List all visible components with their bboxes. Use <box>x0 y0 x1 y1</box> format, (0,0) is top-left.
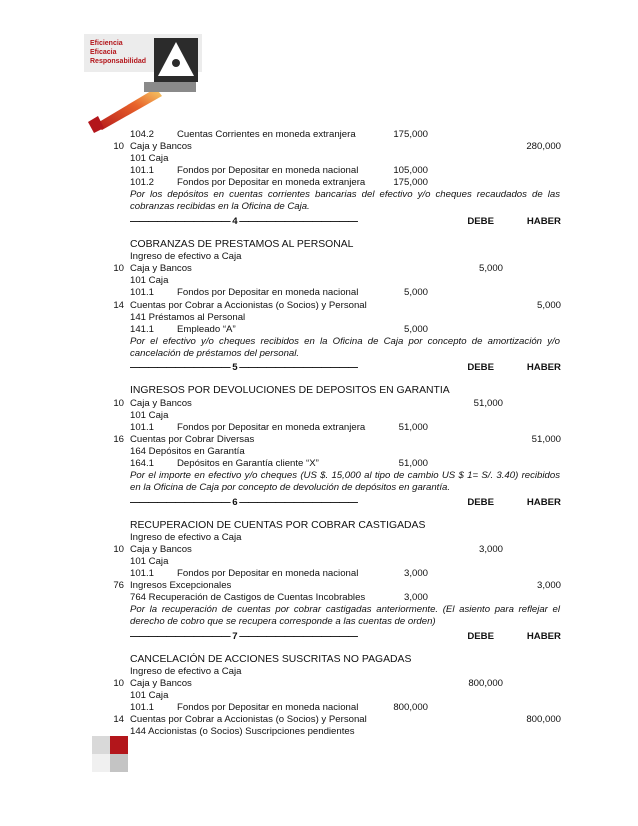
company-logo <box>84 30 204 140</box>
haber-header: HABER <box>526 362 561 374</box>
account-desc: Fondos por Depositar en moneda nacional <box>177 165 359 177</box>
entry-note: Por el importe en efectivo y/o cheques (US $. 15,000 al tipo de cambio US $ 1= S/. 3.40) recibidos en la Oficina de Caja por concepto de devolución de depósitos en garantía. <box>130 470 560 493</box>
journal-line <box>100 275 570 287</box>
journal-line <box>100 287 570 299</box>
haber-amount: 800,000 <box>526 714 561 726</box>
sub-account: 101 Caja <box>130 555 169 567</box>
journal-line <box>100 568 570 580</box>
account-desc: Fondos por Depositar en moneda nacional <box>177 287 359 299</box>
account-name: Caja y Bancos <box>130 263 192 275</box>
sub-account: 101 Caja <box>130 690 169 702</box>
entry-title: INGRESOS POR DEVOLUCIONES DE DEPOSITOS EN GARANTIA <box>130 385 450 397</box>
account-code: 101.2 <box>130 177 155 189</box>
account-name: Ingresos Excepcionales <box>130 580 232 592</box>
debe-header: DEBE <box>467 216 494 228</box>
separator-rule: ——————————— 4 ————————————— <box>130 216 358 228</box>
entry-subtitle: Ingreso de efectivo a Caja <box>130 251 242 263</box>
entry-note: Por los depósitos en cuentas corrientes bancarias del efectivo y/o cheques recaudados de las cobranzas recibidas en la Oficina de Caja. <box>130 189 560 213</box>
debe-header: DEBE <box>467 630 494 642</box>
footer-square-light <box>92 754 110 772</box>
journal-line <box>100 300 570 312</box>
account-desc: Fondos por Depositar en moneda nacional <box>177 702 359 714</box>
entry-separator <box>100 497 570 512</box>
separator-rule: ——————————— 5 ————————————— <box>130 362 358 374</box>
sub-account: 101 Caja <box>130 153 169 165</box>
entry-title: RECUPERACION DE CUENTAS POR COBRAR CASTIGADAS <box>130 519 426 531</box>
journal-line <box>100 458 570 470</box>
journal-line <box>100 532 570 544</box>
haber-amount: 3,000 <box>536 580 561 592</box>
account-desc: Fondos por Depositar en moneda nacional <box>177 568 359 580</box>
journal-line <box>100 520 570 532</box>
journal-line <box>100 654 570 666</box>
account-name: Cuentas por Cobrar a Accionistas (o Socios) y Personal <box>130 299 367 311</box>
debe-amount: 800,000 <box>468 678 503 690</box>
account-code: 101.1 <box>130 287 155 299</box>
journal-line <box>100 324 570 336</box>
journal-line <box>100 678 570 690</box>
entry-separator <box>100 362 570 377</box>
journal-line <box>100 422 570 434</box>
account-number: 16 <box>113 433 124 445</box>
footer-square-red <box>110 736 128 754</box>
account-number: 14 <box>113 299 124 311</box>
account-number: 10 <box>113 263 124 275</box>
account-number: 76 <box>113 580 124 592</box>
sub-amount: 175,000 <box>393 129 428 140</box>
entry-title: COBRANZAS DE PRESTAMOS AL PERSONAL <box>130 239 354 251</box>
journal-line <box>100 263 570 275</box>
journal-line <box>100 666 570 678</box>
sub-account: 101 Caja <box>130 275 169 287</box>
account-number: 10 <box>113 678 124 690</box>
account-desc: Depósitos en Garantía cliente “X” <box>177 457 319 469</box>
debe-amount: 51,000 <box>473 397 503 409</box>
journal-line <box>100 398 570 410</box>
logo-text-line-3: Responsabilidad <box>90 58 147 65</box>
sub-amount: 175,000 <box>393 177 428 189</box>
sub-amount: 5,000 <box>403 323 428 335</box>
journal-line <box>100 544 570 556</box>
journal-line <box>100 385 570 397</box>
account-number: 14 <box>113 714 124 726</box>
account-desc: Fondos por Depositar en moneda extranjera <box>177 177 366 189</box>
sub-amount: 51,000 <box>398 421 428 433</box>
account-number: 10 <box>113 543 124 555</box>
journal-line <box>100 153 570 165</box>
debe-header: DEBE <box>467 496 494 508</box>
separator-rule: ——————————— 7 ————————————— <box>130 630 358 642</box>
account-desc: Fondos por Depositar en moneda extranjera <box>177 421 366 433</box>
haber-amount: 280,000 <box>526 141 561 153</box>
logo-text-line-2: Eficacia <box>90 49 117 56</box>
separator-rule: ——————————— 6 ————————————— <box>130 496 358 508</box>
haber-header: HABER <box>526 216 561 228</box>
account-code: 101.1 <box>130 568 155 580</box>
account-code: 101.1 <box>130 421 155 433</box>
sub-account: 144 Accionistas (o Socios) Suscripciones pendientes <box>130 726 355 738</box>
account-name: Caja y Bancos <box>130 397 192 409</box>
sub-amount: 105,000 <box>393 165 428 177</box>
journal-document <box>100 129 570 739</box>
journal-line <box>100 129 570 141</box>
entry-note: Por la recuperación de cuentas por cobrar castigadas anteriormente. (El asiento para reflejar el derecho de cobro que se recupera corresponde a las cuentas de orden) <box>130 604 560 628</box>
debe-amount: 5,000 <box>478 263 503 275</box>
journal-line <box>100 690 570 702</box>
journal-line <box>100 177 570 189</box>
journal-line <box>100 251 570 263</box>
entry-separator <box>100 216 570 231</box>
haber-amount: 51,000 <box>531 433 561 445</box>
journal-line <box>100 239 570 251</box>
sub-amount: 800,000 <box>393 702 428 714</box>
footer-square-gray-2 <box>110 754 128 772</box>
account-code: 101.1 <box>130 702 155 714</box>
account-desc: Cuentas Corrientes en moneda extranjera <box>177 129 356 140</box>
sub-account: 101 Caja <box>130 409 169 421</box>
journal-line <box>100 446 570 458</box>
haber-header: HABER <box>526 496 561 508</box>
account-code: 101.1 <box>130 165 155 177</box>
sub-amount: 5,000 <box>403 287 428 299</box>
account-code: 164.1 <box>130 457 155 469</box>
journal-line <box>100 726 570 738</box>
journal-line <box>100 141 570 153</box>
debe-amount: 3,000 <box>478 543 503 555</box>
haber-amount: 5,000 <box>536 299 561 311</box>
account-code: 104.2 <box>130 129 155 140</box>
account-code: 141.1 <box>130 323 155 335</box>
account-name: Caja y Bancos <box>130 543 192 555</box>
journal-line <box>100 556 570 568</box>
journal-line <box>100 592 570 604</box>
account-name: Cuentas por Cobrar a Accionistas (o Socios) y Personal <box>130 714 367 726</box>
entry-subtitle: Ingreso de efectivo a Caja <box>130 666 242 677</box>
journal-line <box>100 434 570 446</box>
sub-amount: 3,000 <box>403 592 428 604</box>
footer-square-gray <box>92 736 110 754</box>
entry-title: CANCELACIÓN DE ACCIONES SUSCRITAS NO PAGADAS <box>130 653 412 665</box>
sub-account: 764 Recuperación de Castigos de Cuentas Incobrables <box>130 592 366 604</box>
journal-line <box>100 580 570 592</box>
journal-line <box>100 714 570 726</box>
journal-line <box>100 312 570 324</box>
account-desc: Empleado “A” <box>177 323 236 335</box>
logo-text-line-1: Eficiencia <box>90 40 123 47</box>
sub-amount: 3,000 <box>403 568 428 580</box>
journal-line <box>100 702 570 714</box>
journal-line <box>100 410 570 422</box>
sub-account: 164 Depósitos en Garantía <box>130 445 245 457</box>
account-number: 10 <box>113 397 124 409</box>
entry-separator <box>100 631 570 646</box>
account-name: Caja y Bancos <box>130 141 192 153</box>
account-number: 10 <box>113 141 124 153</box>
debe-header: DEBE <box>467 362 494 374</box>
haber-header: HABER <box>526 630 561 642</box>
entry-subtitle: Ingreso de efectivo a Caja <box>130 531 242 543</box>
sub-account: 141 Préstamos al Personal <box>130 311 246 323</box>
account-name: Cuentas por Cobrar Diversas <box>130 433 255 445</box>
sub-amount: 51,000 <box>398 457 428 469</box>
journal-line <box>100 165 570 177</box>
entry-note: Por el efectivo y/o cheques recibidos en la Oficina de Caja por concepto de amortización y/o cancelación de préstamos del personal. <box>130 335 560 359</box>
account-name: Caja y Bancos <box>130 678 192 690</box>
